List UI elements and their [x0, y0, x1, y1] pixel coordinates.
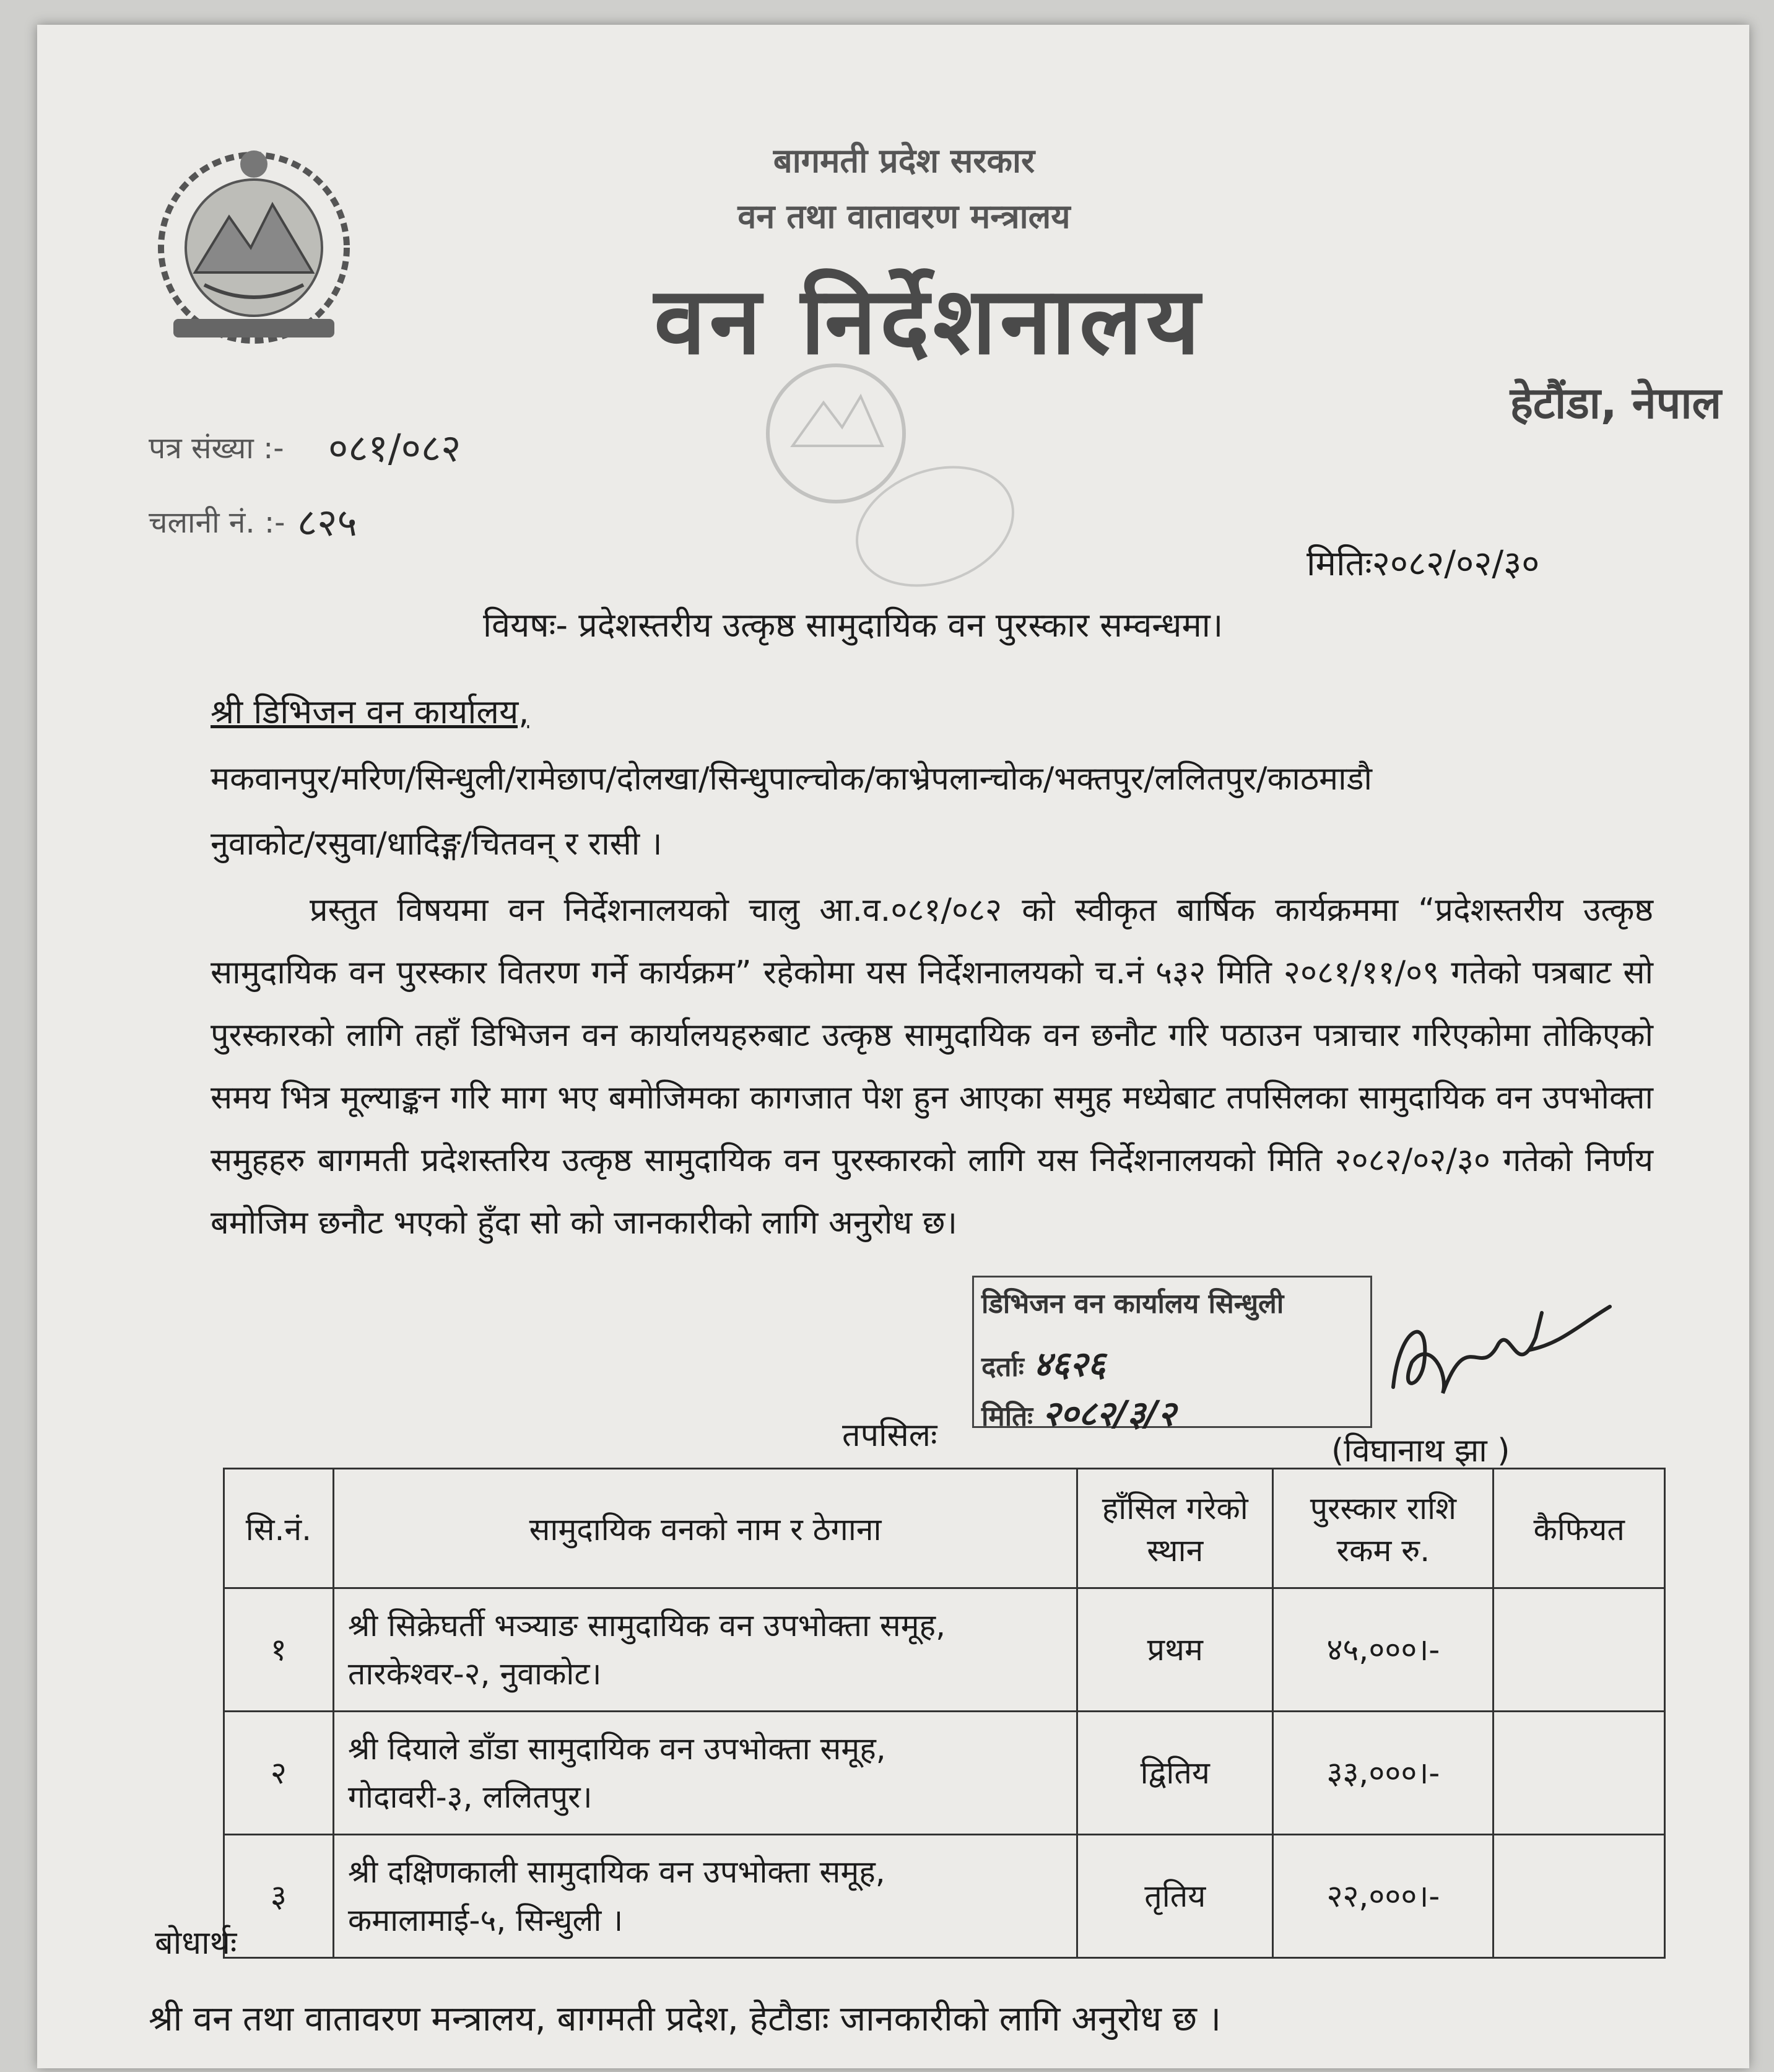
ministry-name: वन तथा वातावरण मन्त्रालय	[737, 197, 1071, 236]
row-remarks	[1494, 1712, 1665, 1835]
header-forest-name: सामुदायिक वनको नाम र ठेगाना	[333, 1469, 1077, 1588]
table-row	[224, 1835, 1665, 1958]
stamp-date-value: २०८२/३/२	[1042, 1394, 1176, 1434]
row-serial: २	[224, 1712, 334, 1835]
signature-icon	[1375, 1288, 1622, 1424]
row-remarks	[1494, 1835, 1665, 1958]
row-position: द्वितिय	[1077, 1712, 1273, 1835]
letter-body: प्रस्तुत विषयमा वन निर्देशनालयको चालु आ.व.०८१/०८२ को स्वीकृत बार्षिक कार्यक्रममा “प्रदेशस्तरीय उत्कृष्ठ सामुदायिक वन पुरस्कार वितरण गर्ने कार्यक्रम” रहेकोमा यस निर्देशनालयको च.नं ५३२ मिति २०८१/११/०९ गतेको पत्रबाट सो पुरस्कारको लागि तहाँ डिभिजन वन कार्यालयहरुबाट उत्कृष्ठ सामुदायिक वन छनौट गरि पठाउन पत्राचार गरिएकोमा तोकिएको समय भित्र मूल्याङ्कन गरि माग भए बमोजिमका कागजात पेश हुन आएका समुह मध्येबाट तपसिलका सामुदायिक वन उपभोक्ता समुहहरु बागमती प्रदेशस्तरिय उत्कृष्ठ सामुदायिक वन पुरस्कारको लागि यस निर्देशनालयको मिति २०८२/०२/३० गतेको निर्णय बमोजिम छनौट भएको हुँदा सो को जानकारीको लागि अनुरोध छ।	[211, 892, 1653, 1242]
cc-label: बोधार्थः	[155, 1925, 237, 1962]
table-header-row	[224, 1469, 1665, 1588]
row-serial: १	[224, 1588, 334, 1712]
row-forest-name: श्री दक्षिणकाली सामुदायिक वन उपभोक्ता समूह,	[347, 1854, 885, 1890]
row-forest-address: कमालामाई-५, सिन्धुली ।	[347, 1902, 624, 1938]
dispatch-number-value: ८२५	[297, 500, 357, 545]
letter-page	[37, 25, 1749, 2068]
subject-line: वियषः- प्रदेशस्तरीय उत्कृष्ठ सामुदायिक वन पुरस्कार सम्वन्धमा।	[483, 606, 1224, 645]
row-remarks	[1494, 1588, 1665, 1712]
header-position: हाँसिल गरेको स्थान	[1077, 1469, 1273, 1588]
award-table	[223, 1468, 1666, 1959]
row-forest-address: तारकेश्वर-२, नुवाकोट।	[347, 1656, 602, 1692]
row-position: तृतिय	[1077, 1835, 1273, 1958]
row-amount: २२,०००।-	[1273, 1835, 1494, 1958]
stamp-registration	[981, 1339, 1106, 1386]
nepal-emblem-icon	[136, 130, 372, 365]
table-row	[224, 1712, 1665, 1835]
department-title: वन निर्देशनालय	[654, 268, 1204, 375]
recipient-office: श्री डिभिजन वन कार्यालय,	[211, 692, 529, 731]
registration-stamp	[972, 1276, 1372, 1434]
row-forest-address: गोदावरी-३, ललितपुर।	[347, 1779, 593, 1815]
schedule-label: तपसिलः	[842, 1417, 937, 1454]
header-serial: सि.नं.	[224, 1469, 334, 1588]
table-row	[224, 1588, 1665, 1712]
stamp-date-row	[981, 1389, 1176, 1436]
row-amount: ३३,०००।-	[1273, 1712, 1494, 1835]
letter-number-value: ०८१/०८२	[328, 425, 461, 471]
stamp-title: डिभिजन वन कार्यालय सिन्धुली	[981, 1288, 1284, 1320]
recipient-districts-line1: मकवानपुर/मरिण/सिन्धुली/रामेछाप/दोलखा/सिन्धुपाल्चोक/काभ्रेपलान्चोक/भक्तपुर/ललितपुर/काठमाडौ	[211, 760, 1372, 798]
letter-date: मितिः२०८२/०२/३०	[1307, 544, 1540, 584]
recipient-districts-line2: नुवाकोट/रसुवा/धादिङ्ग/चितवन् र रासी ।	[211, 825, 663, 863]
letter-number-label: पत्र संख्या :-	[149, 431, 284, 466]
office-location: हेटौंडा, नेपाल	[1510, 378, 1721, 429]
dispatch-number-label: चलानी नं. :-	[149, 505, 285, 540]
row-forest-name: श्री सिक्रेघर्ती भञ्याङ सामुदायिक वन उपभोक्ता समूह,	[347, 1608, 946, 1643]
cc-text: श्री वन तथा वातावरण मन्त्रालय, बागमती प्रदेश, हेटौडाः जानकारीको लागि अनुरोध छ ।	[149, 1999, 1222, 2039]
stamp-registration-label: दर्ताः	[981, 1351, 1024, 1383]
row-forest	[333, 1588, 1077, 1712]
row-serial: ३	[224, 1835, 334, 1958]
stamp-date-label: मितिः	[981, 1401, 1033, 1432]
header-amount: पुरस्कार राशि रकम रु.	[1273, 1469, 1494, 1588]
row-position: प्रथम	[1077, 1588, 1273, 1712]
stamp-registration-number: ४६२६	[1033, 1344, 1106, 1385]
signatory-name: (विघानाथ झा )	[1331, 1432, 1510, 1469]
row-forest	[333, 1712, 1077, 1835]
government-name: बागमती प्रदेश सरकार	[773, 141, 1035, 180]
row-amount: ४५,०००।-	[1273, 1588, 1494, 1712]
header-remarks: कैफियत	[1494, 1469, 1665, 1588]
row-forest-name: श्री दियाले डाँडा सामुदायिक वन उपभोक्ता समूह,	[347, 1731, 886, 1767]
row-forest	[333, 1835, 1077, 1958]
